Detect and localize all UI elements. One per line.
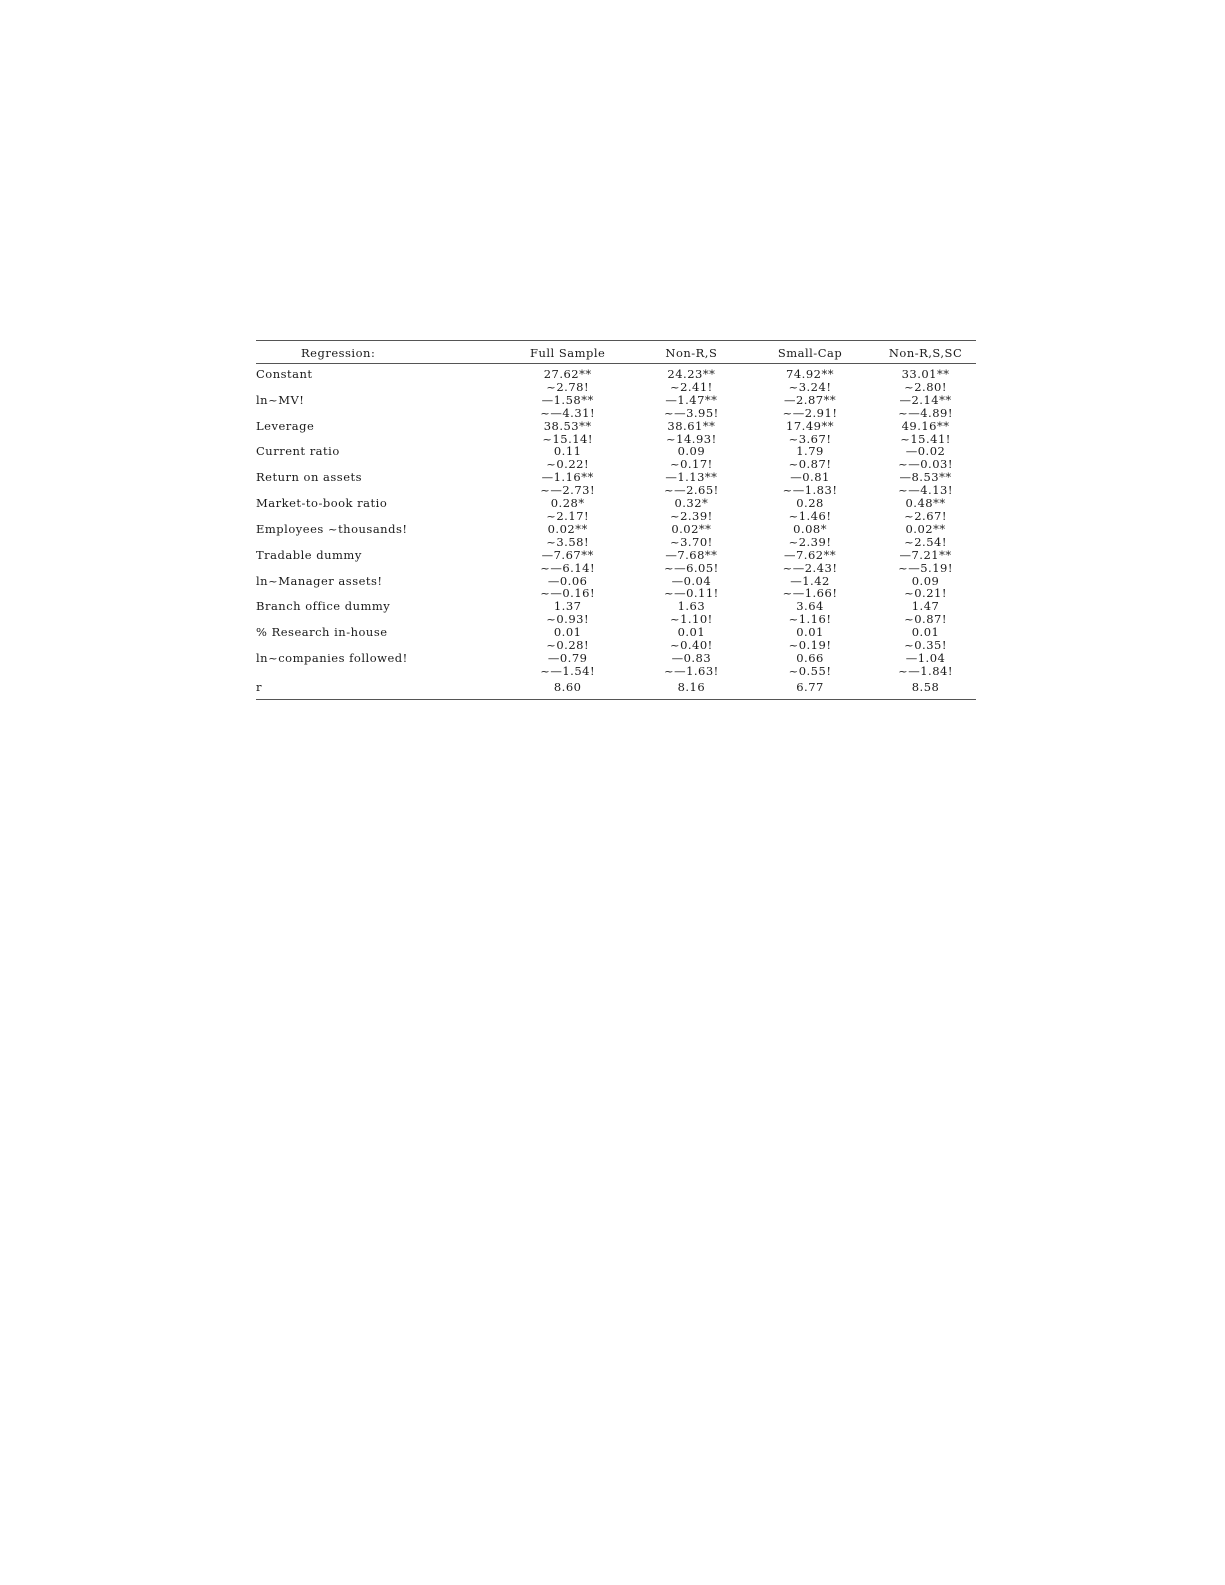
table-cell: ~—3.95! [663, 405, 719, 420]
table-cell: ~0.40! [669, 638, 713, 653]
table-cell: ~0.55! [788, 663, 832, 678]
table-cell: ~15.14! [542, 431, 593, 446]
table-cell: 6.77 [745, 678, 875, 699]
table-cell: ~3.70! [669, 534, 713, 549]
table-cell: ~3.58! [546, 534, 590, 549]
table-cell: ~2.80! [904, 379, 947, 394]
table-cell: ~0.19! [788, 638, 832, 653]
table-cell: —1.42 [790, 573, 830, 588]
row-label: Employees ~thousands! [256, 521, 408, 536]
table-row [256, 575, 976, 588]
table-cell: 0.09 [677, 444, 706, 459]
table-cell: —7.68** [665, 547, 718, 562]
table-cell: —2.14** [899, 392, 952, 407]
table-cell: ~—2.91! [782, 405, 838, 420]
table-header [256, 341, 976, 364]
table-cell: 0.02** [671, 521, 712, 536]
table-cell: —1.13** [665, 470, 718, 485]
table-cell: ~0.87! [788, 457, 832, 472]
table-cell: ~—4.31! [540, 405, 596, 420]
row-label: Leverage [256, 418, 315, 433]
table-cell: —7.62** [783, 547, 837, 562]
table-row [256, 471, 976, 484]
table-cell: ~—1.54! [540, 663, 596, 678]
table-row [256, 381, 976, 394]
table-cell: ~—0.11! [663, 586, 719, 601]
table-cell: ~—2.65! [663, 483, 719, 498]
table-cell: 33.01** [901, 367, 950, 381]
table-cell: 0.32* [674, 496, 709, 511]
table-cell: 0.02** [547, 521, 588, 536]
row-label [256, 639, 498, 652]
table-cell: —0.06 [547, 573, 588, 588]
table-cell: 0.08* [793, 521, 827, 536]
row-label [256, 665, 498, 678]
row-label [256, 381, 498, 394]
row-label: Market-to-book ratio [256, 496, 388, 511]
table-cell: ~—4.13! [898, 483, 953, 498]
table-row [256, 407, 976, 420]
table-cell: 8.16 [638, 678, 745, 699]
table-cell: 49.16** [901, 418, 950, 433]
table-cell: ~2.41! [669, 379, 713, 394]
header-small-cap: Small-Cap [745, 341, 875, 364]
header-non-rs: Non-R,S [638, 341, 745, 364]
table-cell: 38.53** [543, 418, 592, 433]
table-cell: 0.01 [677, 625, 706, 640]
table-cell: —0.79 [547, 650, 588, 665]
row-label [256, 510, 498, 523]
row-label [256, 562, 498, 575]
table-cell: 0.66 [796, 650, 824, 665]
regression-table-container [256, 340, 976, 700]
table-cell: ~2.39! [669, 508, 713, 523]
table-row [256, 536, 976, 549]
row-label [256, 407, 498, 420]
table-row [256, 458, 976, 471]
table-cell: ~3.67! [788, 431, 832, 446]
table-row [256, 678, 976, 699]
table-cell: 74.92** [786, 367, 834, 381]
table-cell: ~—1.66! [782, 586, 838, 601]
table-cell: ~0.35! [904, 638, 947, 653]
table-body [256, 364, 976, 700]
regression-table [256, 340, 976, 700]
table-cell: ~—5.19! [898, 560, 953, 575]
table-row [256, 510, 976, 523]
table-cell: 27.62** [543, 367, 592, 381]
table-cell: ~—0.16! [540, 586, 596, 601]
table-cell: 38.61** [667, 418, 716, 433]
table-cell: 8.58 [875, 678, 976, 699]
table-cell: 0.01 [553, 625, 582, 640]
table-cell: —0.04 [671, 573, 712, 588]
row-label [256, 536, 498, 549]
row-label: ln~companies followed! [256, 650, 408, 665]
table-cell: 0.28* [550, 496, 585, 511]
row-label: Branch office dummy [256, 599, 391, 614]
table-cell: ~1.46! [788, 508, 832, 523]
table-row [256, 445, 976, 458]
table-row [256, 652, 976, 665]
table-cell: —1.58** [541, 392, 594, 407]
table-cell: 0.48** [905, 496, 946, 511]
table-cell: 8.60 [498, 678, 638, 699]
table-cell: 24.23** [667, 367, 716, 381]
header-full-sample: Full Sample [498, 341, 638, 364]
table-cell: ~1.10! [669, 612, 713, 627]
table-cell: ~—0.03! [898, 457, 953, 472]
table-cell: 0.02** [905, 521, 946, 536]
table-row [256, 626, 976, 639]
table-cell: —0.83 [671, 650, 712, 665]
table-cell: —0.02 [905, 444, 946, 459]
table-cell: ~15.41! [900, 431, 951, 446]
table-cell: ~0.17! [669, 457, 713, 472]
table-cell: 0.01 [911, 625, 940, 640]
table-cell: ~—1.84! [898, 663, 953, 678]
table-row [256, 523, 976, 536]
table-cell: ~0.28! [546, 638, 590, 653]
header-non-rs-sc: Non-R,S,SC [875, 341, 976, 364]
table-row [256, 665, 976, 678]
row-label: Current ratio [256, 444, 340, 459]
table-cell: 0.01 [796, 625, 824, 640]
table-cell: ~—1.83! [782, 483, 838, 498]
table-cell: ~2.54! [904, 534, 947, 549]
table-cell: —1.16** [541, 470, 594, 485]
table-cell: ~2.78! [546, 379, 590, 394]
table-cell: —8.53** [899, 470, 952, 485]
table-cell: ~1.16! [788, 612, 832, 627]
table-cell: ~2.39! [788, 534, 832, 549]
row-label: ln~Manager assets! [256, 573, 383, 588]
table-row [256, 549, 976, 562]
table-cell: 17.49** [786, 418, 834, 433]
table-cell: ~—2.73! [540, 483, 596, 498]
table-cell: 1.47 [911, 599, 940, 614]
table-row [256, 600, 976, 613]
table-cell: 1.37 [553, 599, 582, 614]
table-cell: ~—1.63! [663, 663, 719, 678]
table-cell: 3.64 [796, 599, 824, 614]
table-cell: ~0.22! [546, 457, 590, 472]
table-row [256, 497, 976, 510]
table-cell: ~0.87! [904, 612, 947, 627]
table-cell: ~0.93! [546, 612, 590, 627]
table-row [256, 394, 976, 407]
header-regression: Regression: [256, 341, 498, 364]
row-label: % Research in-house [256, 625, 388, 640]
table-cell: ~2.17! [546, 508, 590, 523]
table-cell: ~—6.05! [663, 560, 719, 575]
table-cell: ~0.21! [904, 586, 947, 601]
header-row [256, 341, 976, 364]
table-cell: ~2.67! [904, 508, 947, 523]
table-cell: —1.04 [905, 650, 946, 665]
row-label: r [256, 678, 498, 699]
table-cell: ~—6.14! [540, 560, 596, 575]
table-row [256, 639, 976, 652]
row-label: ln~MV! [256, 392, 305, 407]
table-row [256, 364, 976, 381]
table-cell: 0.11 [553, 444, 582, 459]
table-row [256, 433, 976, 446]
table-cell: 1.79 [796, 444, 824, 459]
table-cell: —0.81 [790, 470, 830, 485]
table-row [256, 420, 976, 433]
table-cell: 1.63 [677, 599, 706, 614]
table-cell: 0.28 [796, 496, 824, 511]
row-label: Return on assets [256, 470, 363, 485]
table-cell: 0.09 [911, 573, 940, 588]
table-cell: ~—4.89! [898, 405, 953, 420]
table-row [256, 562, 976, 575]
row-label: Tradable dummy [256, 547, 362, 562]
table-cell: —2.87** [783, 392, 837, 407]
table-cell: ~14.93! [666, 431, 717, 446]
table-cell: —7.21** [899, 547, 952, 562]
table-cell: ~—2.43! [782, 560, 838, 575]
table-cell: ~3.24! [788, 379, 832, 394]
table-cell: —1.47** [665, 392, 718, 407]
table-cell: —7.67** [541, 547, 594, 562]
row-label: Constant [256, 367, 313, 381]
